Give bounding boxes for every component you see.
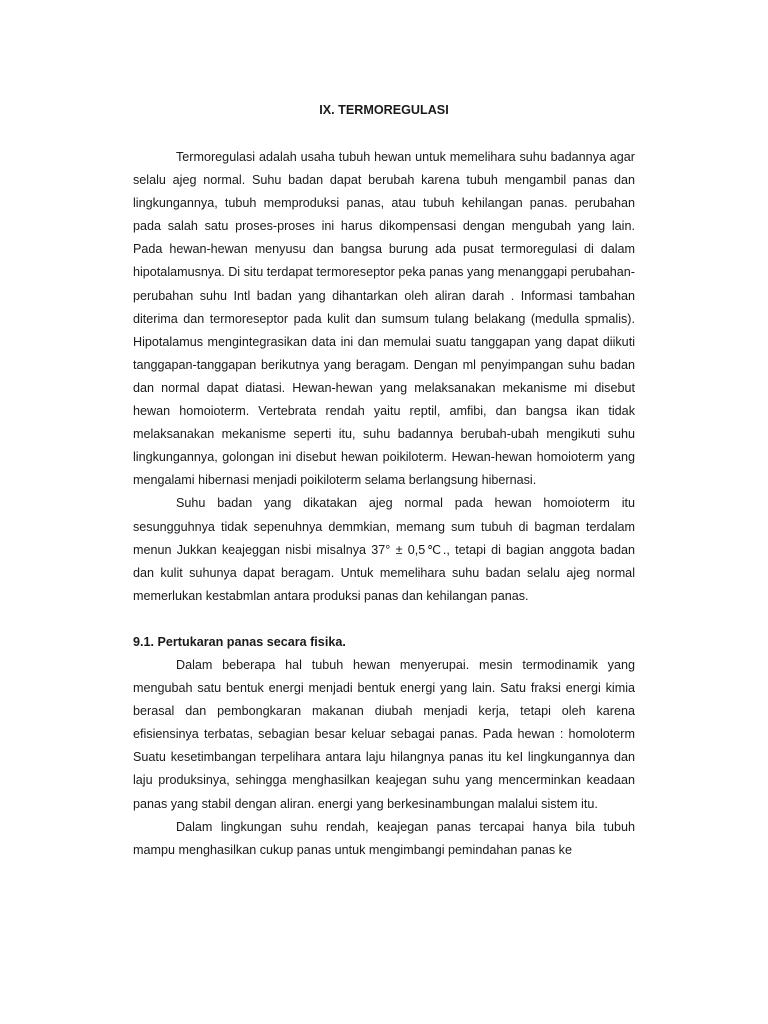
document-title: IX. TERMOREGULASI [319, 103, 449, 117]
paragraph-termodinamik: Dalam beberapa hal tubuh hewan menyerupai. mesin termodinamik yang mengubah satu bentuk energi menjadi bentuk energi yang lain. Satu fraksi energi kimia berasal dan pembongkaran makanan diubah menjadi kerja, tetapi oleh karena efisiensinya terbatas, sebagian besar keluar sebagai panas. Pada hewan : homoloterm Suatu kesetimbangan terpelihara antara laju hilangnya panas itu keI lingkungannya dan laju produksinya, sehingga menghasilkan keajegan suhu yang mencerminkan keadaan panas yang stabil dengan aliran. energi yang berkesinambungan malalui sistem itu. [133, 657, 635, 811]
paragraph-suhu-rendah: Dalam lingkungan suhu rendah, keajegan panas tercapai hanya bila tubuh mampu menghasilkan cukup panas untuk mengimbangi pemindahan panas ke [133, 819, 635, 857]
section-spacer [133, 608, 635, 631]
paragraph-suhu-badan: Suhu badan yang dikatakan ajeg normal pada hewan homoioterm itu sesungguhnya tidak sepenuhnya demmkian, memang sum tubuh di bagman terdalam menun Jukkan keajeggan nisbi misalnya 37° ± 0,5℃., tetapi di bagian anggota badan dan kulit suhunya dapat beragam. Untuk memelihara suhu badan selalu ajeg normal memerlukan kestabmlan antara produksi panas dan kehilangan panas. [133, 496, 635, 603]
paragraph-termoregulasi-intro: Termoregulasi adalah usaha tubuh hewan untuk memelihara suhu badannya agar selalu ajeg normal. Suhu badan dapat berubah karena tubuh mengambil panas dan lingkungannya, tubuh memproduksi panas, atau tubuh kehilangan panas. perubahan pada salah satu proses-proses ini harus dikompensasi dengan mengubah yang lain. Pada hewan-hewan menyusu dan bangsa burung ada pusat termoregulasi di dalam hipotalamusnya. Di situ terdapat termoreseptor peka panas yang menanggapi perubahan-perubahan suhu Intl badan yang dihantarkan oleh aliran darah . Informasi tambahan diterima dan termoreseptor pada kulit dan sumsum tulang belakang (medulla spmalis). Hipotalamus mengintegrasikan data ini dan memulai suatu tanggapan yang dapat diikuti tanggapan-tanggapan berikutnya yang beragam. Dengan ml penyimpangan suhu badan dan normal dapat diatasi. Hewan-hewan yang melaksanakan mekanisme mi disebut hewan homoioterm. Vertebrata rendah yaitu reptil, amfibi, dan bangsa ikan tidak melaksanakan mekanisme seperti itu, suhu badannya berubah-ubah mengikuti suhu lingkungannya, golongan ini disebut hewan poikiloterm. Hewan-hewan homoioterm yang mengalami hibernasi menjadi poikiloterm selama berlangsung hibernasi. [133, 150, 635, 488]
section-heading: 9.1. Pertukaran panas secara fisika. [133, 634, 346, 649]
document-body [133, 146, 635, 862]
